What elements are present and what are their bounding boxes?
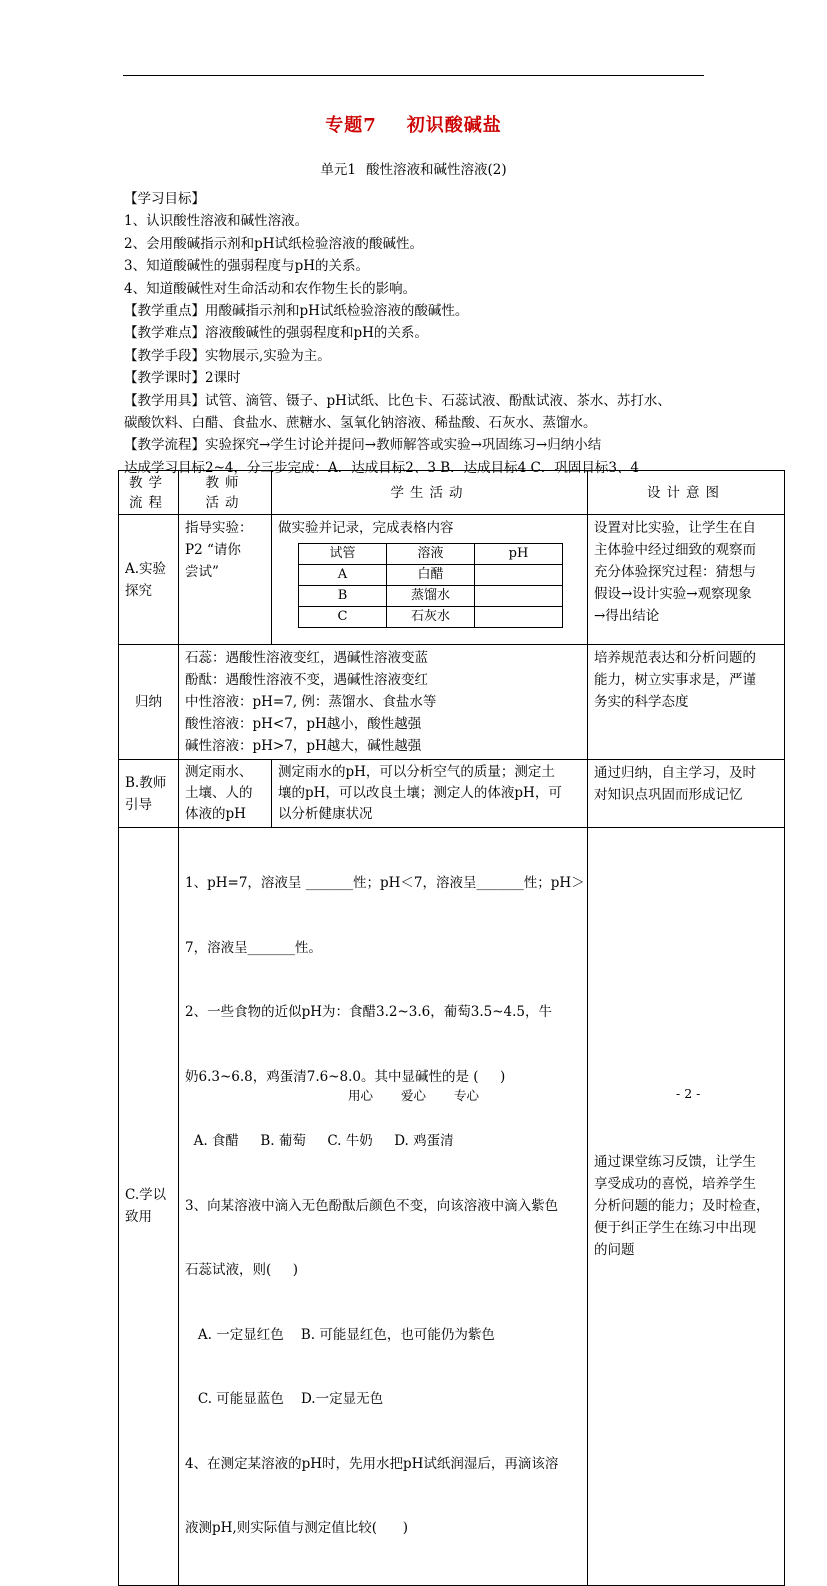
page-number: - 2 - xyxy=(676,1086,701,1101)
design-intent: 培养规范表达和分析问题的 能力，树立实事求是，严谨 务实的科学态度 xyxy=(588,645,785,760)
design-intent: 通过课堂练习反馈，让学生 享受成功的喜悦，培养学生 分析问题的能力；及时检查， 便于纠正学生在练习中出现 的问题 xyxy=(588,828,785,1586)
intro-line: 4、知道酸碱性对生命活动和农作物生长的影响。 xyxy=(124,280,417,297)
exercise-line: C. 可能显蓝色 D.一定显无色 xyxy=(185,1391,384,1407)
category-experiment: A.实验 探究 xyxy=(119,515,179,645)
intro-line: 2、会用酸碱指示剂和pH试纸检验溶液的酸碱性。 xyxy=(124,235,424,252)
teacher-activity: 测定雨水、 土壤、人的 体液的pH xyxy=(179,760,272,828)
student-activity: 测定雨水的pH，可以分析空气的质量；测定土 壤的pH，可以改良土壤；测定人的体液pH，可 以分析健康状况 xyxy=(272,760,588,828)
intro-line: 碳酸饮料、白醋、食盐水、蔗糖水、氢氧化钠溶液、稀盐酸、石灰水、蒸馏水。 xyxy=(124,414,597,431)
category-practice: C.学以 致用 xyxy=(119,828,179,1586)
exercise-line: 奶6.3~6.8，鸡蛋清7.6~8.0。其中显碱性的是 ( ) xyxy=(185,1068,506,1085)
header-rule xyxy=(123,75,704,76)
intro-line: 【教学课时】2课时 xyxy=(124,370,241,387)
category-summary: 归纳 xyxy=(119,645,179,760)
page-subtitle xyxy=(0,158,827,178)
ph-blank xyxy=(475,565,563,586)
record-row: A 白醋 xyxy=(299,565,563,586)
title-topic: 专题7 xyxy=(325,115,377,136)
record-table xyxy=(298,543,563,628)
footer-motto: 用心 爱心 专心 xyxy=(347,1088,479,1103)
exercise-line: 7，溶液呈_______性。 xyxy=(185,939,322,956)
design-intent: 通过归纳，自主学习，及时 对知识点巩固而形成记忆 xyxy=(588,760,785,828)
exercise-line: 2、一些食物的近似pH为：食醋3.2~3.6，葡萄3.5~4.5，牛 xyxy=(185,1004,553,1020)
record-header-row: 试管 溶液 pH xyxy=(299,544,563,565)
table-row-experiment xyxy=(119,515,785,645)
record-row: B 蒸馏水 xyxy=(299,586,563,607)
exercise-line: 1、pH=7，溶液呈 _______性；pH＜7，溶液呈_______性；pH＞ xyxy=(185,875,585,891)
intro-line: 达成学习目标2~4，分三步完成：A．达成目标2、3 B．达成目标4 C．巩固目标3、4 xyxy=(124,459,640,476)
intro-line: 【教学难点】溶液酸碱性的强弱程度和pH的关系。 xyxy=(124,325,428,342)
header-design: 设计意图 xyxy=(588,471,785,515)
intro-line: 【学习目标】 xyxy=(124,191,205,207)
subtitle-text: 酸性溶液和碱性溶液(2) xyxy=(365,162,507,178)
header-teacher: 教师 活动 xyxy=(179,471,272,515)
intro-line: 【教学用具】试管、滴管、镊子、pH试纸、比色卡、石蕊试液、酚酞试液、茶水、苏打水、 xyxy=(124,392,671,409)
record-row: C 石灰水 xyxy=(299,607,563,628)
intro-line: 【教学手段】实物展示,实验为主。 xyxy=(124,347,331,364)
ph-blank xyxy=(475,607,563,628)
title-main: 初识酸碱盐 xyxy=(406,115,502,136)
intro-line: 【教学流程】实验探究→学生讨论并提问→教师解答或实验→巩固练习→归纳小结 xyxy=(124,437,602,454)
exercise-line: A. 食醋 B. 葡萄 C. 牛奶 D. 鸡蛋清 xyxy=(185,1133,454,1149)
exercise-line: 石蕊试液，则( ) xyxy=(185,1262,298,1278)
category-guidance: B.教师 引导 xyxy=(119,760,179,828)
practice-exercises xyxy=(179,828,588,1586)
exercise-line: 4、在测定某溶液的pH时，先用水把pH试纸润湿后，再滴该溶 xyxy=(185,1455,559,1472)
exercise-line: A. 一定显红色 B. 可能显红色，也可能仍为紫色 xyxy=(185,1326,495,1343)
teacher-activity: 指导实验： P2 “请你 尝试” xyxy=(179,515,272,645)
table-header-row xyxy=(119,471,785,515)
table-row-summary xyxy=(119,645,785,760)
page-title xyxy=(0,111,827,137)
table-row-practice xyxy=(119,828,785,1586)
header-student: 学生活动 xyxy=(272,471,588,515)
intro-line: 【教学重点】用酸碱指示剂和pH试纸检验溶液的酸碱性。 xyxy=(124,302,469,319)
exercise-line: 3、向某溶液中滴入无色酚酞后颜色不变，向该溶液中滴入紫色 xyxy=(185,1197,559,1214)
student-activity: 做实验并记录，完成表格内容 试管 溶液 pH A 白醋 B 蒸馏水 C 石灰水 xyxy=(272,515,588,645)
table-row-guidance xyxy=(119,760,785,828)
ph-blank xyxy=(475,586,563,607)
lesson-table xyxy=(118,470,785,1586)
summary-content: 石蕊：遇酸性溶液变红，遇碱性溶液变蓝 酚酞：遇酸性溶液不变，遇碱性溶液变红 中性溶液：pH=7, 例：蒸馏水、食盐水等 酸性溶液：pH<7，pH越小，酸性越强 碱性溶液：pH>7，pH越大，碱性越强 xyxy=(179,645,588,760)
header-flow: 教学 流程 xyxy=(119,471,179,515)
intro-line: 1、认识酸性溶液和碱性溶液。 xyxy=(124,213,309,230)
intro-line: 3、知道酸碱性的强弱程度与pH的关系。 xyxy=(124,258,370,275)
subtitle-unit: 单元1 xyxy=(320,162,356,178)
exercise-line: 液测pH,则实际值与测定值比较( ) xyxy=(185,1520,408,1536)
design-intent: 设置对比实验，让学生在自 主体验中经过细致的观察而 充分体验探究过程：猜想与 假设→设计实验→观察现象 →得出结论 xyxy=(588,515,785,645)
intro-section xyxy=(124,188,744,479)
